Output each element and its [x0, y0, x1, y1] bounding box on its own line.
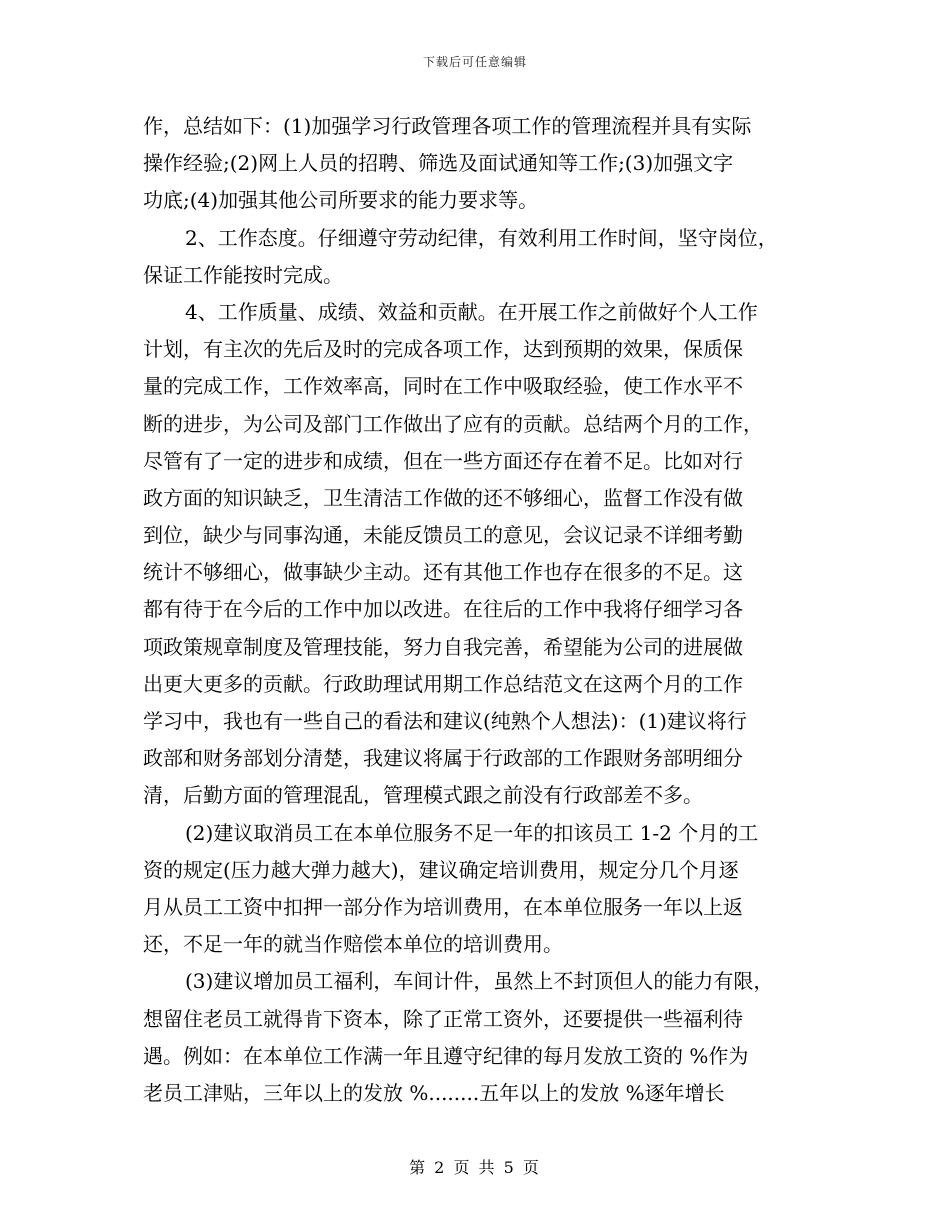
text-line: (2)建议取消员工在本单位服务不足一年的扣该员工 1-2 个月的工	[185, 820, 759, 845]
text-line: 4、工作质量、成绩、效益和贡献。在开展工作之前做好个人工作	[185, 299, 758, 324]
text-line: 尽管有了一定的进步和成绩，但在一些方面还存在着不足。比如对行	[143, 448, 743, 473]
text-line: 资的规定(压力越大弹力越大)，建议确定培训费用，规定分几个月逐	[143, 857, 739, 882]
text-line: 出更大更多的贡献。行政助理试用期工作总结范文在这两个月的工作	[143, 671, 743, 696]
page-header: 下载后可任意编辑	[422, 55, 527, 69]
text-line: 量的完成工作，工作效率高，同时在工作中吸取经验，使工作水平不	[143, 374, 743, 399]
text-line: 遇。例如：在本单位工作满一年且遵守纪律的每月发放工资的 %作为	[143, 1043, 749, 1068]
text-line: 月从员工工资中扣押一部分作为培训费用，在本单位服务一年以上返	[143, 894, 743, 919]
text-line: 政部和财务部划分清楚，我建议将属于行政部的工作跟财务部明细分	[143, 746, 743, 771]
text-line: 功底;(4)加强其他公司所要求的能力要求等。	[143, 188, 539, 213]
text-line: 2、工作态度。仔细遵守劳动纪律，有效利用工作时间，坚守岗位，	[185, 225, 778, 250]
text-line: 都有待于在今后的工作中加以改进。在往后的工作中我将仔细学习各	[143, 597, 743, 622]
text-line: 政方面的知识缺乏，卫生清洁工作做的还不够细心，监督工作没有做	[143, 485, 743, 510]
text-line: 保证工作能按时完成。	[143, 262, 343, 287]
text-line: 到位，缺少与同事沟通，未能反馈员工的意见，会议记录不详细考勤	[143, 523, 743, 548]
text-line: 断的进步，为公司及部门工作做出了应有的贡献。总结两个月的工作，	[143, 411, 763, 436]
text-line: (3)建议增加员工福利，车间计件，虽然上不封顶但人的能力有限，	[185, 969, 774, 994]
document-body	[143, 108, 803, 1112]
text-line: 统计不够细心，做事缺少主动。还有其他工作也存在很多的不足。这	[143, 560, 743, 585]
text-line: 老员工津贴，三年以上的发放 %........五年以上的发放 %逐年增长	[143, 1080, 725, 1105]
text-line: 清，后勤方面的管理混乱，管理模式跟之前没有行政部差不多。	[143, 783, 703, 808]
page-footer: 第 2 页 共 5 页	[409, 1158, 541, 1177]
text-line: 想留住老员工就得肯下资本，除了正常工资外，还要提供一些福利待	[143, 1006, 743, 1031]
text-line: 操作经验;(2)网上人员的招聘、筛选及面试通知等工作;(3)加强文字	[143, 151, 734, 176]
text-line: 还，不足一年的就当作赔偿本单位的培训费用。	[143, 932, 563, 957]
text-line: 项政策规章制度及管理技能，努力自我完善，希望能为公司的进展做	[143, 634, 743, 659]
text-line: 作，总结如下：(1)加强学习行政管理各项工作的管理流程并具有实际	[143, 114, 752, 138]
text-line: 学习中，我也有一些自己的看法和建议(纯熟个人想法)：(1)建议将行	[143, 709, 747, 733]
text-line: 计划，有主次的先后及时的完成各项工作，达到预期的效果，保质保	[143, 337, 743, 362]
